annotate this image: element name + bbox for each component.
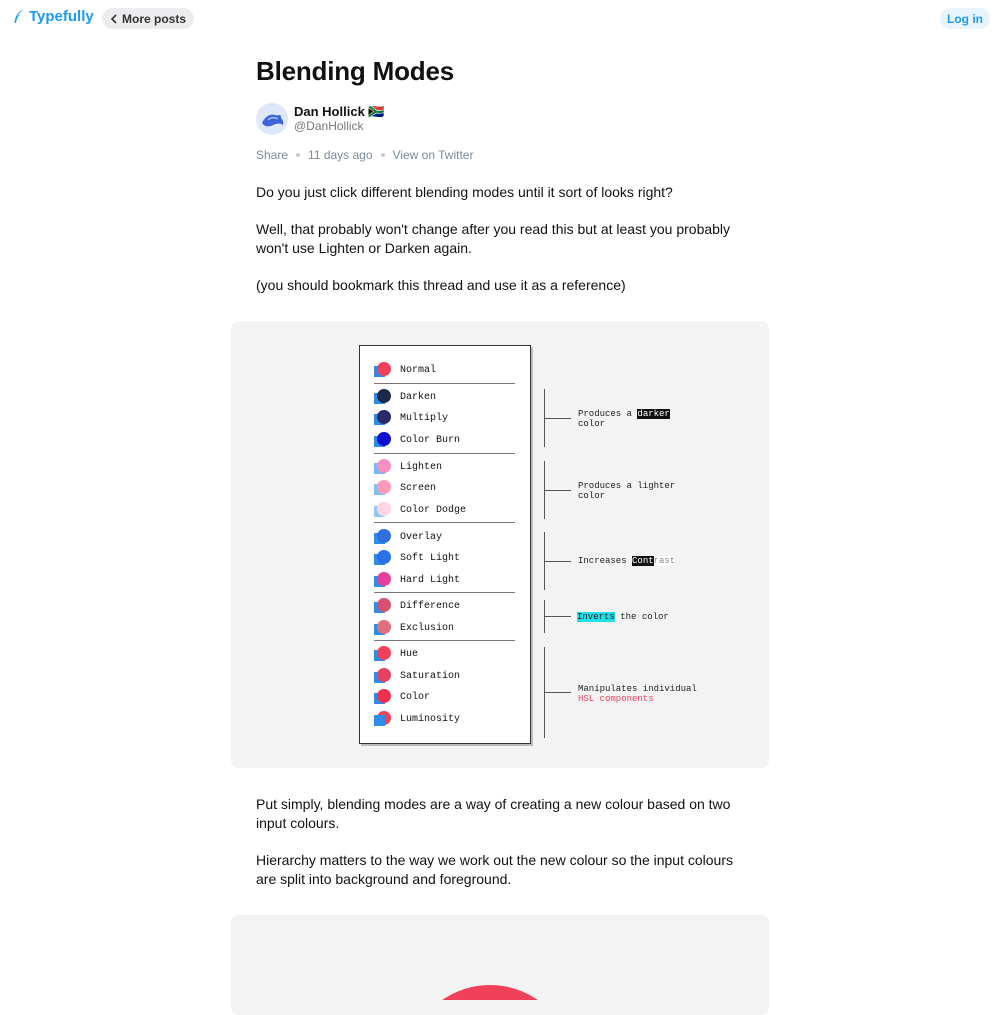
annotation-text: Manipulates individual <box>578 684 697 694</box>
annotation-text: Produces a lighter <box>578 481 676 491</box>
separator-dot <box>381 153 385 157</box>
blend-swatch-icon <box>374 529 391 545</box>
blend-swatch-icon <box>374 550 391 566</box>
annotation-text: Increases <box>578 556 633 566</box>
blend-mode-item <box>374 459 442 475</box>
divider <box>374 522 515 523</box>
blend-mode-label: Screen <box>400 482 437 494</box>
annotation-text: HSL components <box>578 694 654 704</box>
blend-mode-item <box>374 598 460 614</box>
blend-mode-label: Soft Light <box>400 552 461 564</box>
blend-swatch-icon <box>374 711 391 727</box>
paragraph: (you should bookmark this thread and use it as a reference) <box>256 277 626 293</box>
bracket-line <box>544 561 571 562</box>
divider <box>374 453 515 454</box>
blend-mode-label: Lighten <box>400 461 443 473</box>
blend-mode-item <box>374 502 466 518</box>
blend-swatch-icon <box>374 668 391 684</box>
author-block <box>256 103 385 135</box>
blend-mode-item <box>374 410 448 426</box>
blend-mode-label: Difference <box>400 600 461 612</box>
blend-mode-label: Exclusion <box>400 622 455 634</box>
paragraph: Well, that probably won't change after you read this but at least you probably won't use Lighten or Darken again. <box>256 221 731 256</box>
post-meta <box>256 148 473 162</box>
paragraph: Hierarchy matters to the way we work out the new colour so the input colours are split into background and foreground. <box>256 852 733 887</box>
brand-logo-link[interactable] <box>13 8 94 25</box>
bracket-line <box>544 692 571 693</box>
blend-mode-label: Color Dodge <box>400 504 467 516</box>
post-age: 11 days ago <box>308 148 373 162</box>
blend-mode-label: Hard Light <box>400 574 461 586</box>
login-label: Log in <box>947 11 983 26</box>
more-posts-button[interactable] <box>102 8 194 29</box>
annotation-hsl <box>578 684 697 704</box>
annotation-text: rast <box>653 556 676 566</box>
avatar-image <box>256 103 288 135</box>
blend-mode-item <box>374 620 454 636</box>
annotation-highlight: darker <box>637 409 670 419</box>
bracket-line <box>544 616 571 617</box>
share-link[interactable]: Share <box>256 148 289 162</box>
divider <box>374 592 515 593</box>
divider <box>374 383 515 384</box>
annotation-lighter <box>578 481 675 501</box>
blend-modes-image[interactable] <box>231 321 769 768</box>
blend-mode-item <box>374 529 442 545</box>
blend-mode-item <box>374 362 436 378</box>
blend-mode-label: Saturation <box>400 670 461 682</box>
blend-swatch-icon <box>374 502 391 518</box>
blend-swatch-icon <box>374 432 391 448</box>
separator-dot <box>296 153 300 157</box>
blend-swatch-icon <box>374 598 391 614</box>
blend-mode-label: Color <box>400 691 431 703</box>
blend-mode-label: Darken <box>400 391 437 403</box>
annotation-highlight: Inverts <box>577 612 615 622</box>
blend-mode-item <box>374 389 436 405</box>
blend-mode-item <box>374 689 430 705</box>
paragraph: Do you just click different blending modes until it sort of looks right? <box>256 184 673 200</box>
blend-example-image[interactable] <box>231 915 769 1015</box>
blend-mode-label: Hue <box>400 648 419 660</box>
blend-mode-label: Multiply <box>400 412 449 424</box>
blend-mode-item <box>374 432 460 448</box>
author-name[interactable]: Dan Hollick 🇿🇦 <box>294 104 385 119</box>
blend-mode-item <box>374 550 460 566</box>
blend-mode-item <box>374 572 460 588</box>
annotation-text: Produces a <box>578 409 638 419</box>
annotation-text: color <box>578 419 606 429</box>
avatar[interactable] <box>256 103 288 135</box>
blend-swatch-icon <box>374 689 391 705</box>
more-posts-label: More posts <box>122 11 187 26</box>
divider <box>374 640 515 641</box>
annotation-inverts <box>577 612 669 622</box>
brand-name: Typefully <box>29 8 94 25</box>
login-button[interactable] <box>940 8 990 29</box>
blend-mode-item <box>374 711 460 727</box>
red-circle-shape <box>231 915 769 1000</box>
blend-mode-label: Luminosity <box>400 713 461 725</box>
annotation-text: the color <box>614 612 669 622</box>
blend-modes-list <box>359 345 531 744</box>
post-title: Blending Modes <box>256 56 454 86</box>
blend-swatch-icon <box>374 572 391 588</box>
blend-mode-item <box>374 480 436 496</box>
bracket-line <box>544 418 571 419</box>
annotation-highlight: Cont <box>632 556 654 566</box>
blend-swatch-icon <box>374 480 391 496</box>
top-bar <box>0 0 1000 38</box>
blend-mode-item <box>374 646 418 662</box>
blend-mode-item <box>374 668 460 684</box>
blend-mode-label: Color Burn <box>400 434 461 446</box>
blend-swatch-icon <box>374 362 391 378</box>
blend-swatch-icon <box>374 646 391 662</box>
annotation-darker <box>578 409 670 429</box>
annotation-contrast <box>578 556 675 566</box>
author-handle[interactable]: @DanHollick <box>294 119 364 133</box>
blend-mode-label: Overlay <box>400 531 443 543</box>
annotation-text: color <box>578 491 606 501</box>
view-on-twitter-link[interactable]: View on Twitter <box>392 148 474 162</box>
bracket-line <box>544 490 571 491</box>
blend-swatch-icon <box>374 620 391 636</box>
feather-icon <box>13 9 25 24</box>
blend-swatch-icon <box>374 389 391 405</box>
blend-swatch-icon <box>374 459 391 475</box>
blend-swatch-icon <box>374 410 391 426</box>
paragraph: Put simply, blending modes are a way of creating a new colour based on two input colours. <box>256 796 731 831</box>
chevron-left-icon <box>110 14 118 24</box>
blend-mode-label: Normal <box>400 364 437 376</box>
